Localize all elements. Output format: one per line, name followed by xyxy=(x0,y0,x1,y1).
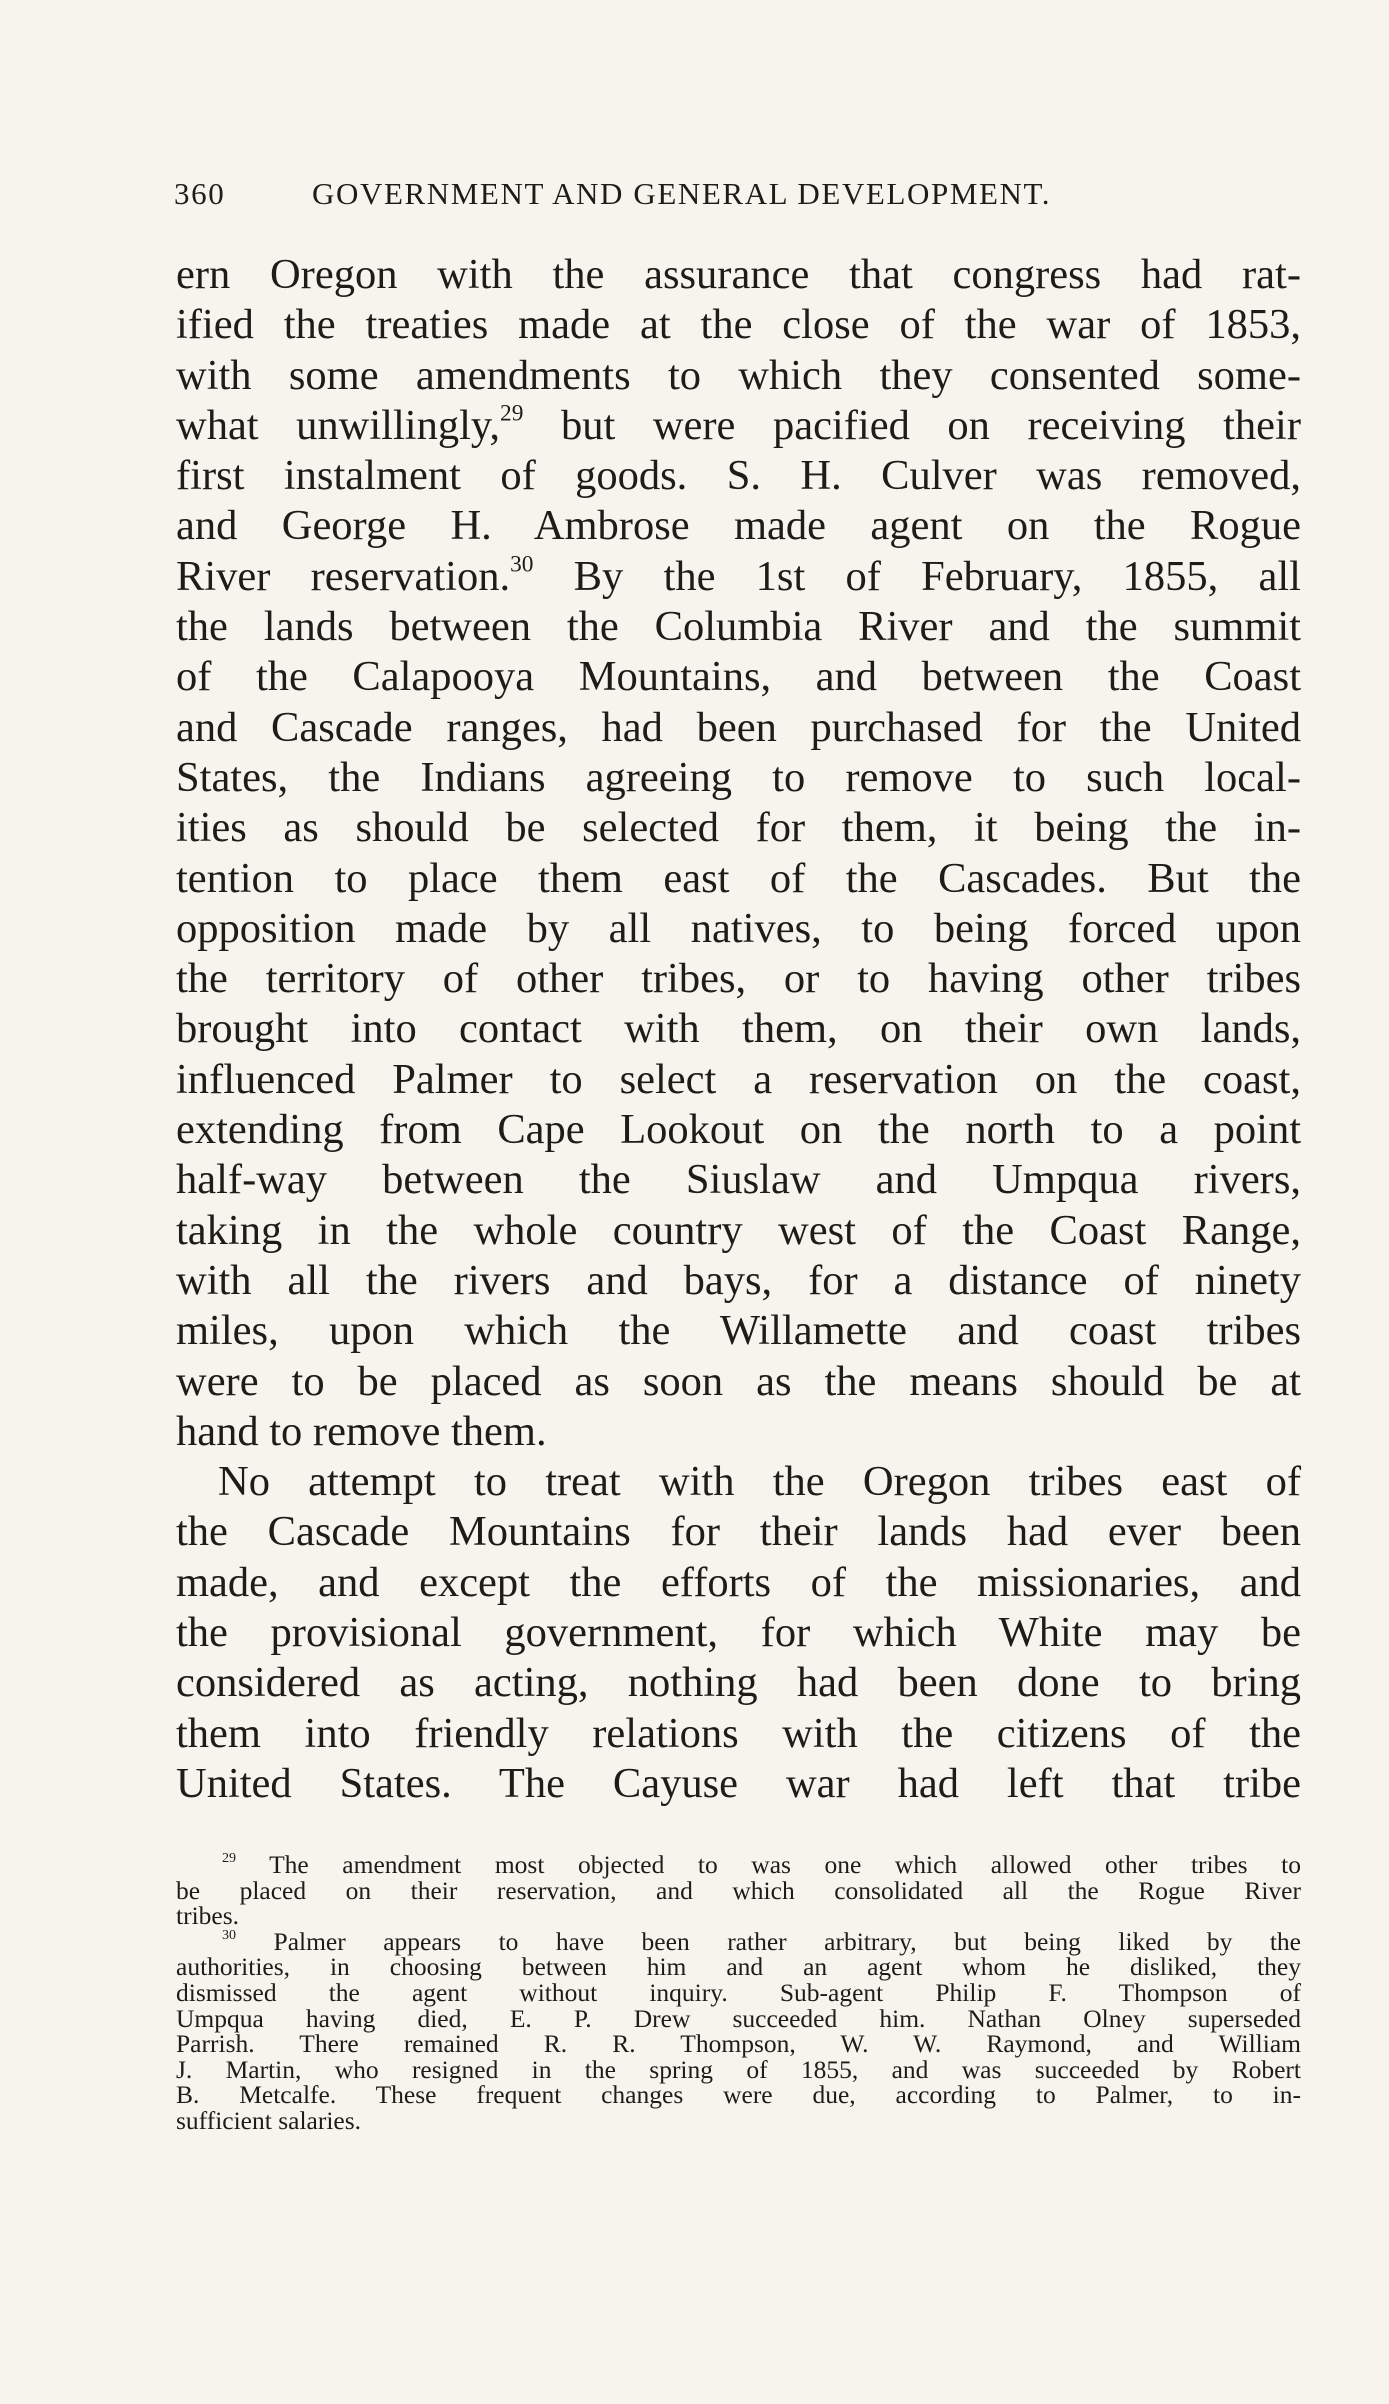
line-text: No attempt to treat with the Oregon tribes east of xyxy=(218,1458,1301,1506)
line-text: River reservation. xyxy=(176,552,511,600)
body-line xyxy=(176,1357,1301,1407)
line-text: opposition made by all natives, to being forced upon xyxy=(176,904,1301,952)
footnotes xyxy=(176,1852,1301,2134)
line-text: United States. The Cayuse war had left that tribe xyxy=(176,1759,1301,1807)
body-line xyxy=(176,300,1301,350)
footnote-line xyxy=(176,1977,1301,2007)
line-text: with all the rivers and bays, for a distance of ninety xyxy=(176,1256,1301,1304)
line-text: miles, upon which the Willamette and coast tribes xyxy=(176,1307,1301,1355)
body-line xyxy=(176,753,1301,803)
line-text: tention to place them east of the Cascades. But the xyxy=(176,854,1301,902)
body-line xyxy=(176,1256,1301,1306)
body-line xyxy=(176,552,1301,602)
line-text: tribes. xyxy=(176,1901,240,1931)
body-line xyxy=(176,1709,1301,1759)
line-text: authorities, in choosing between him and an agent whom he disliked, they xyxy=(176,1952,1301,1982)
body-line xyxy=(176,501,1301,551)
line-text: ern Oregon with the assurance that congress had rat- xyxy=(176,251,1301,298)
line-text: were to be placed as soon as the means should be at xyxy=(176,1357,1301,1405)
footnote-reference: 30 xyxy=(510,551,534,578)
line-text: and George H. Ambrose made agent on the Rogue xyxy=(176,502,1301,550)
line-text: ities as should be selected for them, it being the in- xyxy=(176,804,1301,852)
line-text: what unwillingly, xyxy=(176,401,501,449)
footnote-line xyxy=(176,1926,1301,1956)
body-line xyxy=(176,904,1301,954)
line-text: the territory of other tribes, or to having other tribes xyxy=(176,955,1301,1003)
footnote-line xyxy=(176,2003,1301,2033)
body-line xyxy=(176,1155,1301,1205)
page-number: 360 xyxy=(174,176,226,211)
line-text: of the Calapooya Mountains, and between the Coast xyxy=(176,653,1301,701)
footnote-line xyxy=(176,1903,1301,1929)
body-line xyxy=(176,1658,1301,1708)
body-line xyxy=(176,1055,1301,1105)
body-line xyxy=(176,1457,1301,1507)
footnote-marker: 30 xyxy=(222,1927,237,1943)
body-line xyxy=(176,1206,1301,1256)
body-line xyxy=(176,854,1301,904)
line-text: hand to remove them. xyxy=(176,1407,547,1455)
body-line xyxy=(176,652,1301,702)
footnote-line xyxy=(176,2105,1301,2135)
line-text: influenced Palmer to select a reservation on the coast, xyxy=(176,1055,1301,1103)
line-text: made, and except the efforts of the missionaries, and xyxy=(176,1558,1301,1606)
line-text: J. Martin, who resigned in the spring of 1855, and was succeeded by Robert xyxy=(176,2054,1301,2084)
line-text: the provisional government, for which White may be xyxy=(176,1609,1301,1657)
footnote-marker: 29 xyxy=(222,1850,237,1866)
body-line xyxy=(176,803,1301,853)
body-line xyxy=(176,1004,1301,1054)
body-line xyxy=(176,1608,1301,1658)
body-line xyxy=(176,602,1301,652)
body-line xyxy=(176,1507,1301,1557)
line-text: considered as acting, nothing had been done to bring xyxy=(176,1659,1301,1707)
line-text: but were pacified on receiving their xyxy=(523,401,1301,449)
footnote-line xyxy=(176,2082,1301,2108)
footnote-line xyxy=(176,1954,1301,1980)
line-text: By the 1st of February, 1855, all xyxy=(533,552,1301,600)
line-text: the lands between the Columbia River and the summit xyxy=(176,603,1301,651)
body-line xyxy=(176,954,1301,1004)
line-text: with some amendments to which they consented some- xyxy=(176,351,1301,399)
body-line xyxy=(176,1407,1301,1457)
body-line xyxy=(176,401,1301,451)
footnote-text: The amendment most objected to was one which allowed other tribes to xyxy=(236,1850,1301,1879)
body-line xyxy=(176,703,1301,753)
footnote-reference: 29 xyxy=(500,400,524,427)
body-line xyxy=(176,250,1301,300)
line-text: half-way between the Siuslaw and Umpqua rivers, xyxy=(176,1156,1301,1204)
line-text: Umpqua having died, E. P. Drew succeeded him. Nathan Olney superseded xyxy=(176,2003,1301,2033)
line-text: dismissed the agent without inquiry. Sub-agent Philip F. Thompson of xyxy=(176,1977,1301,2007)
body-line xyxy=(176,1558,1301,1608)
footnote-text: Palmer appears to have been rather arbitrary, but being liked by the xyxy=(236,1926,1301,1956)
footnote-line xyxy=(176,1852,1301,1878)
line-text: sufficient salaries. xyxy=(176,2105,362,2135)
line-text: B. Metcalfe. These frequent changes were due, according to Palmer, to in- xyxy=(176,2080,1301,2110)
line-text: be placed on their reservation, and which consolidated all the Rogue River xyxy=(176,1875,1301,1905)
body-line xyxy=(176,1306,1301,1356)
footnote-line xyxy=(176,2054,1301,2084)
line-text: extending from Cape Lookout on the north to a point xyxy=(176,1106,1301,1154)
line-text: first instalment of goods. S. H. Culver was removed, xyxy=(176,452,1301,500)
body-line xyxy=(176,1759,1301,1809)
body-line xyxy=(176,451,1301,501)
line-text: Parrish. There remained R. R. Thompson, W. W. Raymond, and William xyxy=(176,2029,1301,2059)
line-text: taking in the whole country west of the Coast Range, xyxy=(176,1206,1301,1254)
line-text: brought into contact with them, on their own lands, xyxy=(176,1005,1301,1053)
line-text: and Cascade ranges, had been purchased for the United xyxy=(176,703,1301,751)
running-title: GOVERNMENT AND GENERAL DEVELOPMENT. xyxy=(312,176,1052,211)
footnote-line xyxy=(176,2031,1301,2057)
body-line xyxy=(176,351,1301,401)
line-text: ified the treaties made at the close of the war of 1853, xyxy=(176,301,1301,349)
footnote-line xyxy=(176,1875,1301,1905)
running-head xyxy=(174,176,1154,220)
body-line xyxy=(176,1105,1301,1155)
line-text: the Cascade Mountains for their lands had ever been xyxy=(176,1508,1301,1556)
line-text: them into friendly relations with the citizens of the xyxy=(176,1709,1301,1757)
body-text xyxy=(176,250,1301,1809)
line-text: States, the Indians agreeing to remove to such local- xyxy=(176,753,1301,801)
